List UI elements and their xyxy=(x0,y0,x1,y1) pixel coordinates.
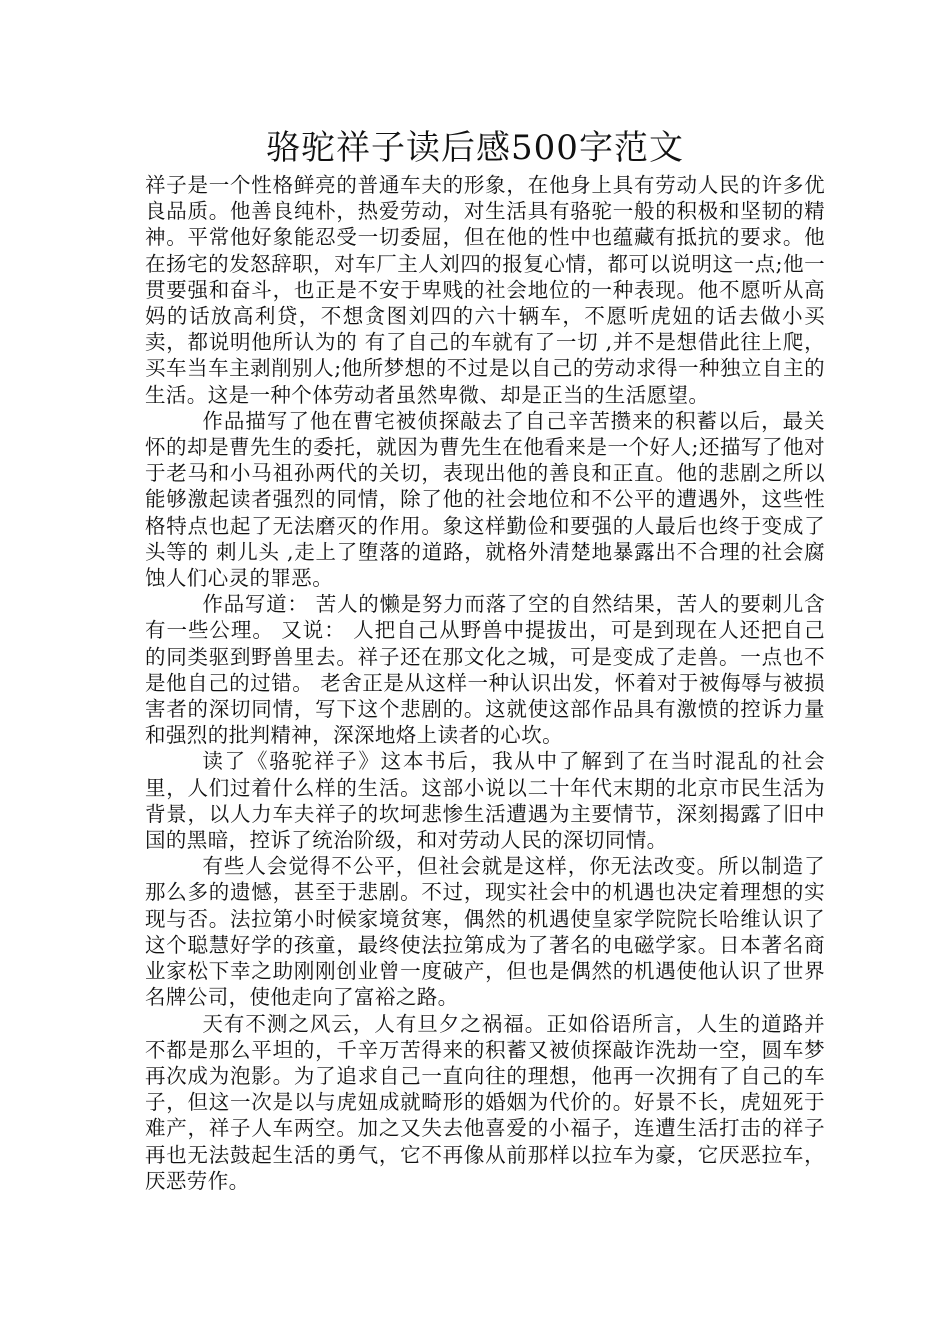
paragraph-1: 祥子是一个性格鲜亮的普通车夫的形象，在他身上具有劳动人民的许多优良品质。他善良纯朴，热爱劳动，对生活具有骆驼一般的积极和坚韧的精神。平常他好象能忍受一切委屈，但在他的性中也蕴藏有抵抗的要求。他在扬宅的发怒辞职，对车厂主人刘四的报复心情，都可以说明这一点;他一贯要强和奋斗，也正是不安于卑贱的社会地位的一种表现。他不愿听从高妈的话放高利贷，不想贪图刘四的六十辆车，不愿听虎妞的话去做小买卖，都说明他所认为的 有了自己的车就有了一切 ,并不是想借此往上爬，买车当车主剥削别人;他所梦想的不过是以自己的劳动求得一种独立自主的生活。这是一种个体劳动者虽然卑微、却是正当的生活愿望。 xyxy=(145,173,825,407)
paragraph-6: 天有不测之风云，人有旦夕之祸福。正如俗语所言，人生的道路并不都是那么平坦的，千辛万苦得来的积蓄又被侦探敲诈洗劫一空，圆车梦再次成为泡影。为了追求自己一直向往的理想，他再一次拥有了自己的车子，但这一次是以与虎妞成就畸形的婚姻为代价的。好景不长，虎妞死于难产，祥子人车两空。加之又失去他喜爱的小福子，连遭生活打击的祥子再也无法鼓起生活的勇气，它不再像从前那样以拉车为豪，它厌恶拉车，厌恶劳作。 xyxy=(145,1011,825,1193)
page-title: 骆驼祥子读后感500字范文 xyxy=(266,128,684,168)
paragraph-2: 作品描写了他在曹宅被侦探敲去了自己辛苦攒来的积蓄以后，最关怀的却是曹先生的委托，就因为曹先生在他看来是一个好人;还描写了他对于老马和小马祖孙两代的关切，表现出他的善良和正直。他的悲剧之所以能够激起读者强烈的同情，除了他的社会地位和不公平的遭遇外，这些性格特点也起了无法磨灭的作用。象这样勤俭和要强的人最后也终于变成了头等的 刺儿头 ,走上了堕落的道路，就格外清楚地暴露出不合理的社会腐蚀人们心灵的罪恶。 xyxy=(145,408,825,591)
paragraph-3: 作品写道： 苦人的懒是努力而落了空的自然结果，苦人的要刺儿含有一些公理。 又说： 人把自己从野兽中提拔出，可是到现在人还把自己的同类驱到野兽里去。祥子还在那文化之城，可是变成了走兽。一点也不是他自己的过错。 老舍正是从这样一种认识出发，怀着对于被侮辱与被损害者的深切同情，写下这个悲剧的。这就使这部作品具有激愤的控诉力量和强烈的批判精神，深深地烙上读者的心坎。 xyxy=(145,592,825,748)
paragraph-4: 读了《骆驼祥子》这本书后，我从中了解到了在当时混乱的社会里，人们过着什么样的生活。这部小说以二十年代末期的北京市民生活为背景，以人力车夫祥子的坎坷悲惨生活遭遇为主要情节，深刻揭露了旧中国的黑暗，控诉了统治阶级，和对劳动人民的深切同情。 xyxy=(145,749,825,853)
article-body xyxy=(145,172,825,1194)
paragraph-5: 有些人会觉得不公平，但社会就是这样，你无法改变。所以制造了那么多的遗憾，甚至于悲剧。不过，现实社会中的机遇也决定着理想的实现与否。法拉第小时候家境贫寒，偶然的机遇使皇家学院院长哈维认识了这个聪慧好学的孩童，最终使法拉第成为了著名的电磁学家。日本著名商业家松下幸之助刚刚创业曾一度破产，但也是偶然的机遇使他认识了世界名牌公司，使他走向了富裕之路。 xyxy=(145,854,825,1010)
